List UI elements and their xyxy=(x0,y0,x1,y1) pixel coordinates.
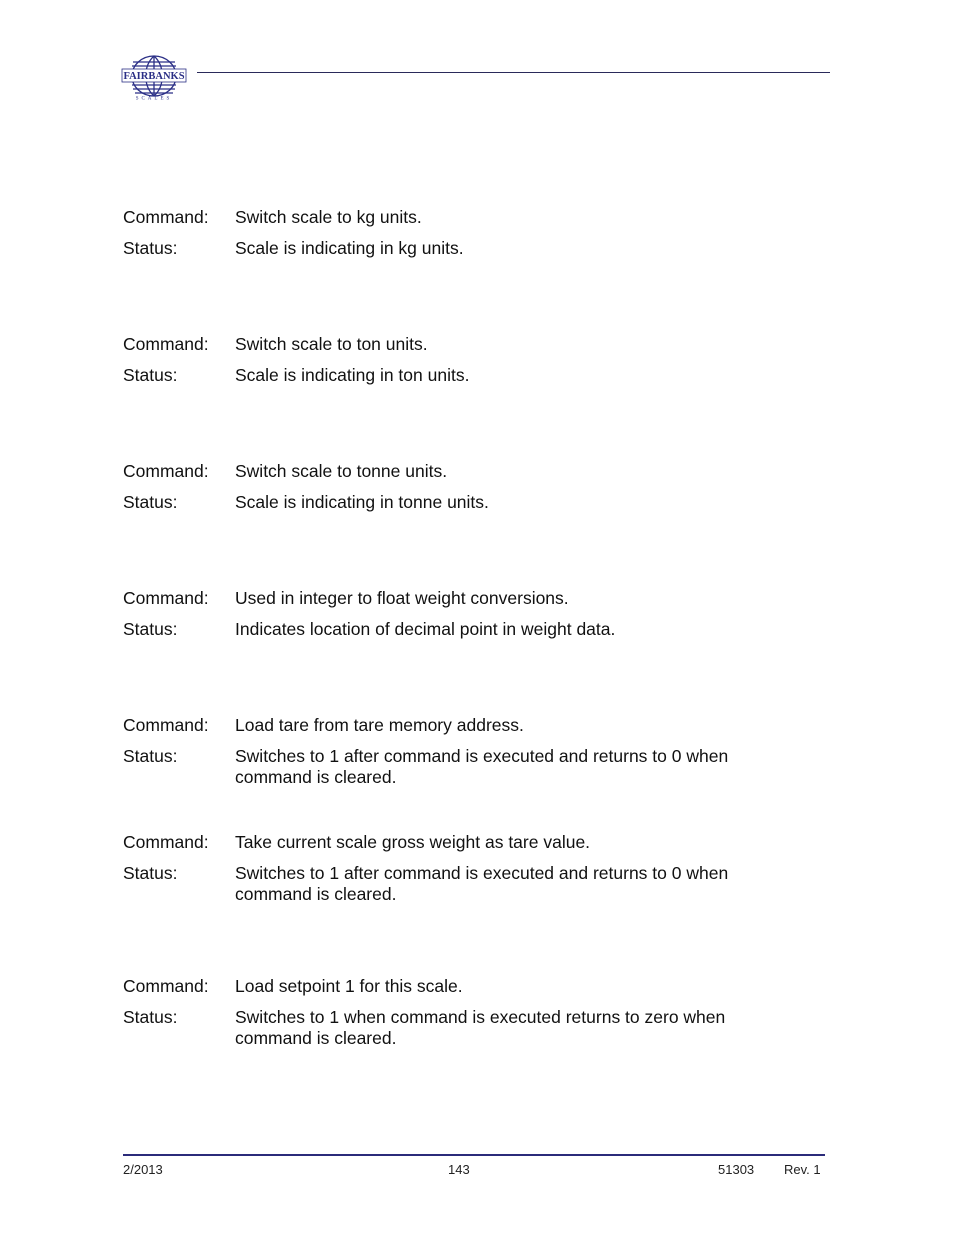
row-label: Command: xyxy=(123,976,209,996)
row-label: Status: xyxy=(123,365,178,385)
svg-text:SCALES: SCALES xyxy=(135,96,173,100)
row-label: Command: xyxy=(123,461,209,481)
footer-revision: Rev. 1 xyxy=(784,1162,821,1177)
row-text: Switch scale to kg units. xyxy=(235,207,422,227)
row-label: Status: xyxy=(123,492,178,512)
row-text: Take current scale gross weight as tare value. xyxy=(235,832,591,852)
row-label: Command: xyxy=(123,207,209,227)
footer-doc-number: 51303 xyxy=(718,1162,755,1177)
row-label: Command: xyxy=(123,715,209,735)
fairbanks-logo xyxy=(121,54,187,100)
row-text: Used in integer to float weight conversions. xyxy=(235,588,569,608)
footer-page-number: 143 xyxy=(448,1162,470,1177)
row-text: Load tare from tare memory address. xyxy=(235,715,524,735)
row-text: Indicates location of decimal point in weight data. xyxy=(235,619,616,639)
row-text: Scale is indicating in kg units. xyxy=(235,238,464,258)
row-label: Status: xyxy=(123,1007,178,1027)
row-label: Command: xyxy=(123,588,209,608)
row-text: Switch scale to tonne units. xyxy=(235,461,448,481)
row-label: Status: xyxy=(123,238,178,258)
row-text: Scale is indicating in ton units. xyxy=(235,365,470,385)
row-text: Scale is indicating in tonne units. xyxy=(235,492,489,512)
row-text: Switches to 1 after command is executed and returns to 0 when command is cleared. xyxy=(235,863,729,904)
row-label: Command: xyxy=(123,334,209,354)
row-label: Status: xyxy=(123,619,178,639)
footer-date: 2/2013 xyxy=(123,1162,163,1177)
row-text: Switches to 1 when command is executed returns to zero when command is cleared. xyxy=(235,1007,726,1048)
header-rule xyxy=(197,72,830,73)
row-label: Status: xyxy=(123,746,178,766)
svg-text:FAIRBANKS: FAIRBANKS xyxy=(123,71,185,82)
row-label: Status: xyxy=(123,863,178,883)
row-label: Command: xyxy=(123,832,209,852)
footer-rule xyxy=(123,1154,825,1156)
row-text: Switch scale to ton units. xyxy=(235,334,428,354)
row-text: Load setpoint 1 for this scale. xyxy=(235,976,463,996)
row-text: Switches to 1 after command is executed and returns to 0 when command is cleared. xyxy=(235,746,729,787)
